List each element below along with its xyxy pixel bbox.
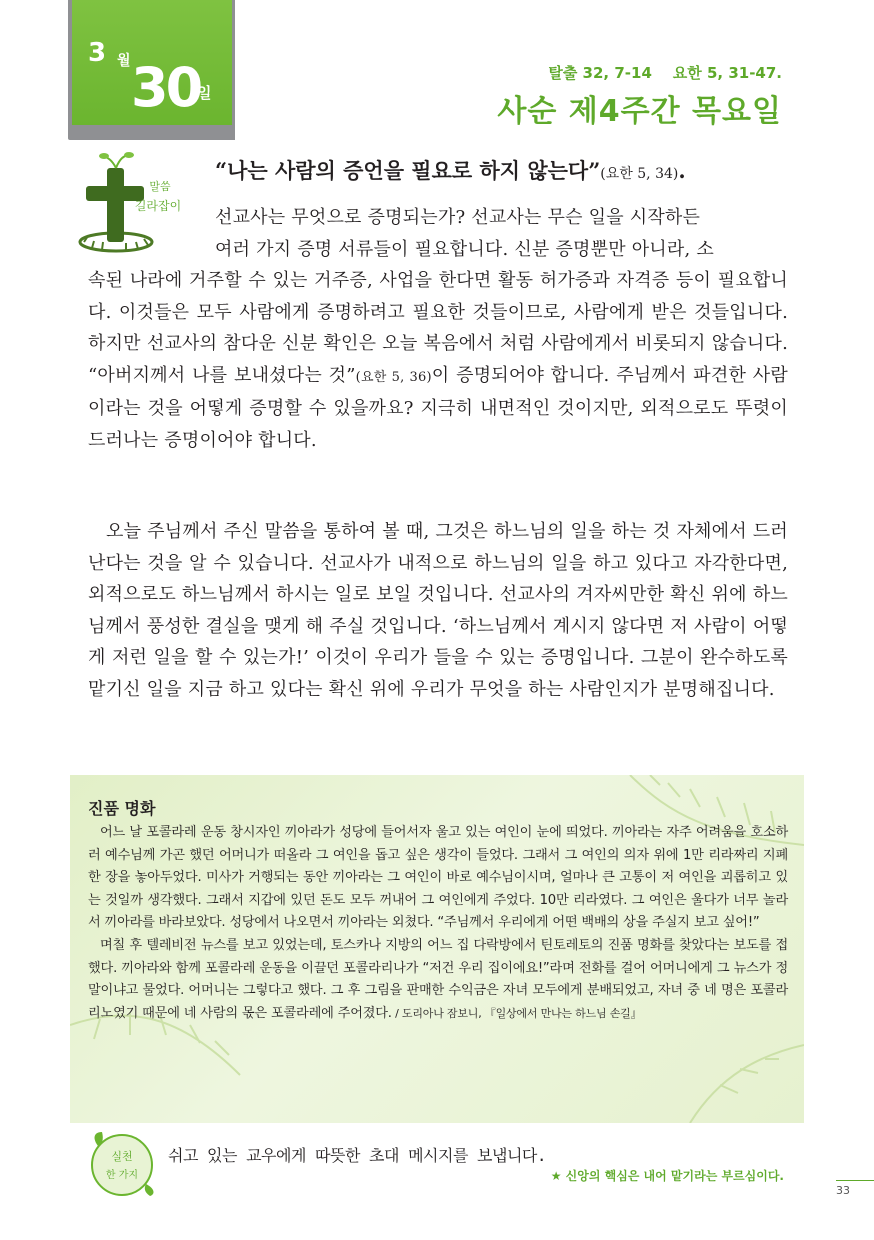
reflection-text-b: 이 증명되어야 합니다. 주님께서 파견한 사람이라는 것을 어떻게 증명할 수 있을까요? 지극히 내면적인 것이지만, 외적으로도 뚜렷이 드러나는 증명이어야 합니다. — [88, 364, 788, 451]
reflection-reference: (요한 5, 36) — [355, 369, 432, 385]
practice-badge-icon — [82, 1128, 162, 1198]
story-body — [88, 822, 788, 1025]
month-number: 3 — [88, 38, 107, 68]
month-unit: 월 — [117, 53, 131, 69]
practice-badge-label-2: 한 가지 — [105, 1170, 139, 1181]
reflection-line-2: 여러 가지 증명 서류들이 필요합니다. 신분 증명뿐만 아니라, 소 — [215, 238, 714, 260]
scripture-readings: 탈출 32, 7-14 요한 5, 31-47. — [548, 64, 782, 82]
emblem-label-1: 말씀 — [149, 180, 171, 193]
practice-badge-label-1: 실천 — [111, 1150, 133, 1163]
emblem-label-2: 길라잡이 — [134, 199, 182, 213]
reflection-text-a: 속된 나라에 거주할 수 있는 거주증, 사업을 한다면 활동 허가증과 자격증 등이 필요합니다. 이것들은 모두 사람에게 증명하려고 필요한 것들이므로, 사람에게 받은 것들입니다. 하지만 선교사의 참다운 신분 확인은 오늘 복음에서 처럼 사람에게서 비롯되지 않습니다. “아버지께서 나를 보내셨다는 것” — [88, 270, 788, 386]
page-number: 33 — [836, 1184, 850, 1197]
key-verse-quote — [215, 155, 686, 185]
reflection-paragraph-2: 오늘 주님께서 주신 말씀을 통하여 볼 때, 그것은 하느님의 일을 하는 것 자체에서 드러난다는 것을 알 수 있습니다. 선교사가 내적으로 하느님의 일을 하고 있다고 자각한다면, 외적으로도 하느님께서 하시는 일로 보일 것입니다. 선교사의 겨자씨만한 확신 위에 하느님께서 풍성한 결실을 맺게 해 주실 것입니다. ‘하느님께서 계시지 않다면 저 사람이 어떻게 저런 일을 할 수 있는가!’ 이것이 우리가 들을 수 있는 증명입니다. 그분이 완수하도록 맡기신 일을 지금 하고 있다는 확신 위에 우리가 무엇을 하는 사람인지가 분명해집니다. — [88, 521, 788, 700]
day-unit: 일 — [197, 84, 212, 102]
day-number: 30 — [131, 56, 201, 119]
reflection-paragraph-1 — [88, 202, 788, 456]
motto: ★ 신앙의 핵심은 내어 맡기라는 부르심이다. — [550, 1169, 784, 1183]
reflection-line-1: 선교사는 무엇으로 증명되는가? 선교사는 무슨 일을 시작하든 — [215, 207, 701, 228]
story-paragraph-2-text: 며칠 후 텔레비전 뉴스를 보고 있었는데, 토스카나 지방의 어느 집 다락방에서 틴토레토의 진품 명화를 찾았다는 보도를 접했다. 끼아라와 함께 포콜라레 운동을 이끌던 포콜라리나가 “저건 우리 집이에요!”라며 전화를 걸어 어머니에게 그 뉴스가 정말이냐고 물었다. 어머니는 그렇다고 했다. 그 후 그림을 판매한 수익금은 자녀 모두에게 분배되었고, 자녀 중 네 명은 포콜라리노였기 때문에 네 사람의 몫은 포콜라레에 주어졌다. — [88, 937, 788, 1021]
practice-text: 쉬고 있는 교우에게 따뜻한 초대 메시지를 보냅니다. — [168, 1146, 547, 1165]
quote-reference: (요한 5, 34) — [600, 166, 679, 182]
story-source: / 도리아나 잠보니, 『일상에서 만나는 하느님 손길』 — [391, 1006, 642, 1020]
page-number-rule — [836, 1180, 874, 1181]
quote-end: . — [678, 158, 686, 183]
story-title: 진품 명화 — [88, 799, 156, 818]
story-paragraph-2 — [88, 935, 788, 1025]
story-paragraph-1: 어느 날 포콜라레 운동 창시자인 끼아라가 성당에 들어서자 울고 있는 여인이 눈에 띄었다. 끼아라는 자주 어려움을 호소하러 예수님께 가곤 했던 어머니가 떠올라 그 여인을 돕고 싶은 생각이 들었다. 그래서 그 여인의 의자 위에 1만 리라짜리 지폐 한 장을 놓아두었다. 미사가 거행되는 동안 끼아라는 그 여인이 바로 예수님이시며, 얼마나 큰 고통이 저 여인을 괴롭히고 있는 것일까 생각했다. 그래서 지갑에 있던 돈도 모두 꺼내어 그 여인에게 주었다. 10만 리라였다. 그 여인은 울다가 너무 놀라서 끼아라를 바라보았다. 성당에서 나오면서 끼아라는 외쳤다. “주님께서 우리에게 어떤 백배의 상을 주실지 보고 싶어!” — [88, 825, 788, 931]
liturgical-day-title: 사순 제4주간 목요일 — [497, 94, 782, 129]
quote-text: “나는 사람의 증언을 필요로 하지 않는다” — [215, 158, 601, 183]
